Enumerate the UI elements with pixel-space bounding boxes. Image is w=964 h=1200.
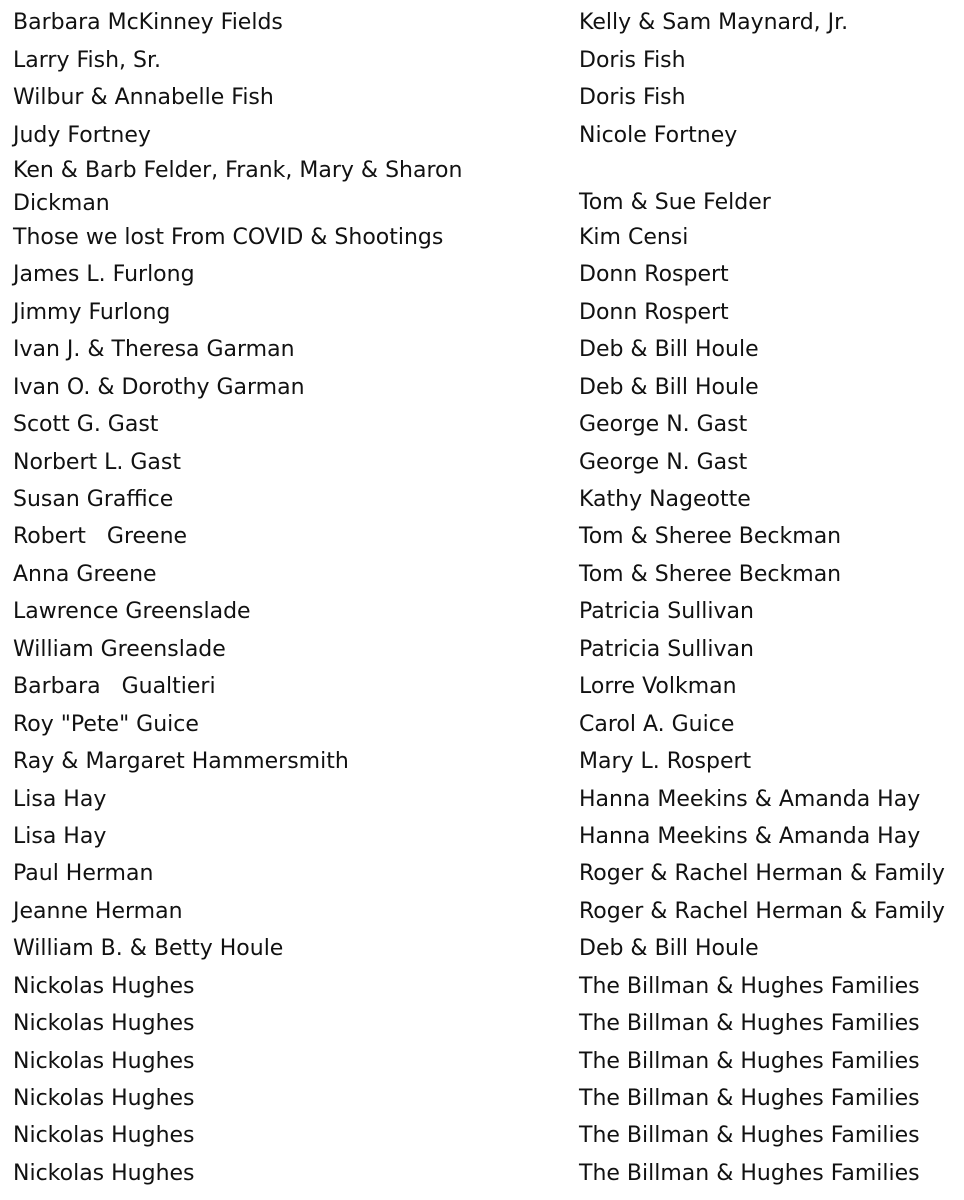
- list-row: [0, 930, 964, 967]
- donor-name: Doris Fish: [579, 85, 686, 111]
- list-row: [0, 1080, 964, 1117]
- honoree-name: Susan Graffice: [13, 487, 174, 513]
- honoree-name: Norbert L. Gast: [13, 449, 181, 475]
- list-row: [0, 1117, 964, 1154]
- list-row: [0, 705, 964, 742]
- honoree-name: Nickolas Hughes: [13, 1048, 195, 1074]
- list-row: [0, 331, 964, 368]
- donor-name: Carol A. Guice: [579, 711, 735, 737]
- honoree-name: Roy "Pete" Guice: [13, 711, 199, 737]
- honoree-name: Nickolas Hughes: [13, 973, 195, 999]
- honoree-name: Nickolas Hughes: [13, 1086, 195, 1112]
- honoree-name: Nickolas Hughes: [13, 1011, 195, 1037]
- donor-name: Roger & Rachel Herman & Family: [579, 861, 945, 887]
- honoree-name: Those we lost From COVID & Shootings: [13, 224, 444, 250]
- donor-name: Nicole Fortney: [579, 122, 738, 148]
- list-row: [0, 1005, 964, 1042]
- honoree-name: Jeanne Herman: [13, 898, 183, 924]
- donor-name: George N. Gast: [579, 412, 748, 438]
- honoree-name: Ivan O. & Dorothy Garman: [13, 374, 305, 400]
- honoree-name: William B. & Betty Houle: [13, 936, 284, 962]
- donor-name: George N. Gast: [579, 449, 748, 475]
- list-row: [0, 518, 964, 555]
- honoree-name: William Greenslade: [13, 636, 226, 662]
- donor-name: Donn Rospert: [579, 299, 729, 325]
- honoree-name: James L. Furlong: [13, 262, 195, 288]
- list-row: [0, 593, 964, 630]
- donor-name: Patricia Sullivan: [579, 599, 754, 625]
- honoree-name: Scott G. Gast: [13, 412, 159, 438]
- donor-name: The Billman & Hughes Families: [579, 1086, 920, 1112]
- list-row: [0, 294, 964, 331]
- list-row: [0, 4, 964, 41]
- donor-name: Kelly & Sam Maynard, Jr.: [579, 10, 849, 36]
- honoree-name: Jimmy Furlong: [13, 299, 171, 325]
- donor-name: Roger & Rachel Herman & Family: [579, 898, 945, 924]
- donor-name: The Billman & Hughes Families: [579, 1160, 920, 1186]
- honoree-name: Larry Fish, Sr.: [13, 47, 161, 73]
- honoree-name: Ken & Barb Felder, Frank, Mary & Sharon Dickman: [13, 157, 470, 216]
- honoree-name: Anna Greene: [13, 561, 157, 587]
- honoree-name: Lawrence Greenslade: [13, 599, 251, 625]
- donor-name: Doris Fish: [579, 47, 686, 73]
- list-row: [0, 219, 964, 256]
- donor-name: The Billman & Hughes Families: [579, 1048, 920, 1074]
- list-row: [0, 968, 964, 1005]
- dedication-list: [0, 4, 964, 1192]
- donor-name: Kathy Nageotte: [579, 487, 751, 513]
- list-row: [0, 631, 964, 668]
- list-row: [0, 369, 964, 406]
- list-row: [0, 855, 964, 892]
- list-row: [0, 556, 964, 593]
- honoree-name: Ray & Margaret Hammersmith: [13, 749, 349, 775]
- honoree-name: Nickolas Hughes: [13, 1160, 195, 1186]
- donor-name: Hanna Meekins & Amanda Hay: [579, 786, 921, 812]
- list-row: [0, 780, 964, 817]
- honoree-name: Lisa Hay: [13, 786, 107, 812]
- donor-name: The Billman & Hughes Families: [579, 1011, 920, 1037]
- donor-name: Mary L. Rospert: [579, 749, 752, 775]
- donor-name: Deb & Bill Houle: [579, 936, 759, 962]
- donor-name: The Billman & Hughes Families: [579, 973, 920, 999]
- list-row: [0, 481, 964, 518]
- list-row: [0, 256, 964, 293]
- list-row: [0, 116, 964, 153]
- honoree-name: Barbara McKinney Fields: [13, 10, 283, 36]
- donor-name: Tom & Sue Felder: [579, 189, 771, 215]
- list-row: [0, 818, 964, 855]
- honoree-name: Ivan J. & Theresa Garman: [13, 337, 295, 363]
- donor-name: Kim Censi: [579, 224, 689, 250]
- donor-name: Deb & Bill Houle: [579, 337, 759, 363]
- donor-name: The Billman & Hughes Families: [579, 1123, 920, 1149]
- honoree-name: Barbara Gualtieri: [13, 674, 216, 700]
- honoree-name: Lisa Hay: [13, 823, 107, 849]
- list-row: [0, 668, 964, 705]
- honoree-name: Wilbur & Annabelle Fish: [13, 85, 274, 111]
- honoree-name: Nickolas Hughes: [13, 1123, 195, 1149]
- list-row: [0, 743, 964, 780]
- list-row: [0, 41, 964, 78]
- donor-name: Donn Rospert: [579, 262, 729, 288]
- donor-name: Lorre Volkman: [579, 674, 737, 700]
- honoree-name: Judy Fortney: [13, 122, 151, 148]
- list-row: [0, 406, 964, 443]
- list-row: [0, 893, 964, 930]
- list-row: [0, 79, 964, 116]
- list-row: [0, 443, 964, 480]
- list-row: [0, 1042, 964, 1079]
- list-row: [0, 1155, 964, 1192]
- donor-name: Tom & Sheree Beckman: [579, 524, 842, 550]
- donor-name: Deb & Bill Houle: [579, 374, 759, 400]
- donor-name: Tom & Sheree Beckman: [579, 561, 842, 587]
- donor-name: Hanna Meekins & Amanda Hay: [579, 823, 921, 849]
- honoree-name: Paul Herman: [13, 861, 154, 887]
- donor-name: Patricia Sullivan: [579, 636, 754, 662]
- list-row: [0, 154, 964, 219]
- honoree-name: Robert Greene: [13, 524, 188, 550]
